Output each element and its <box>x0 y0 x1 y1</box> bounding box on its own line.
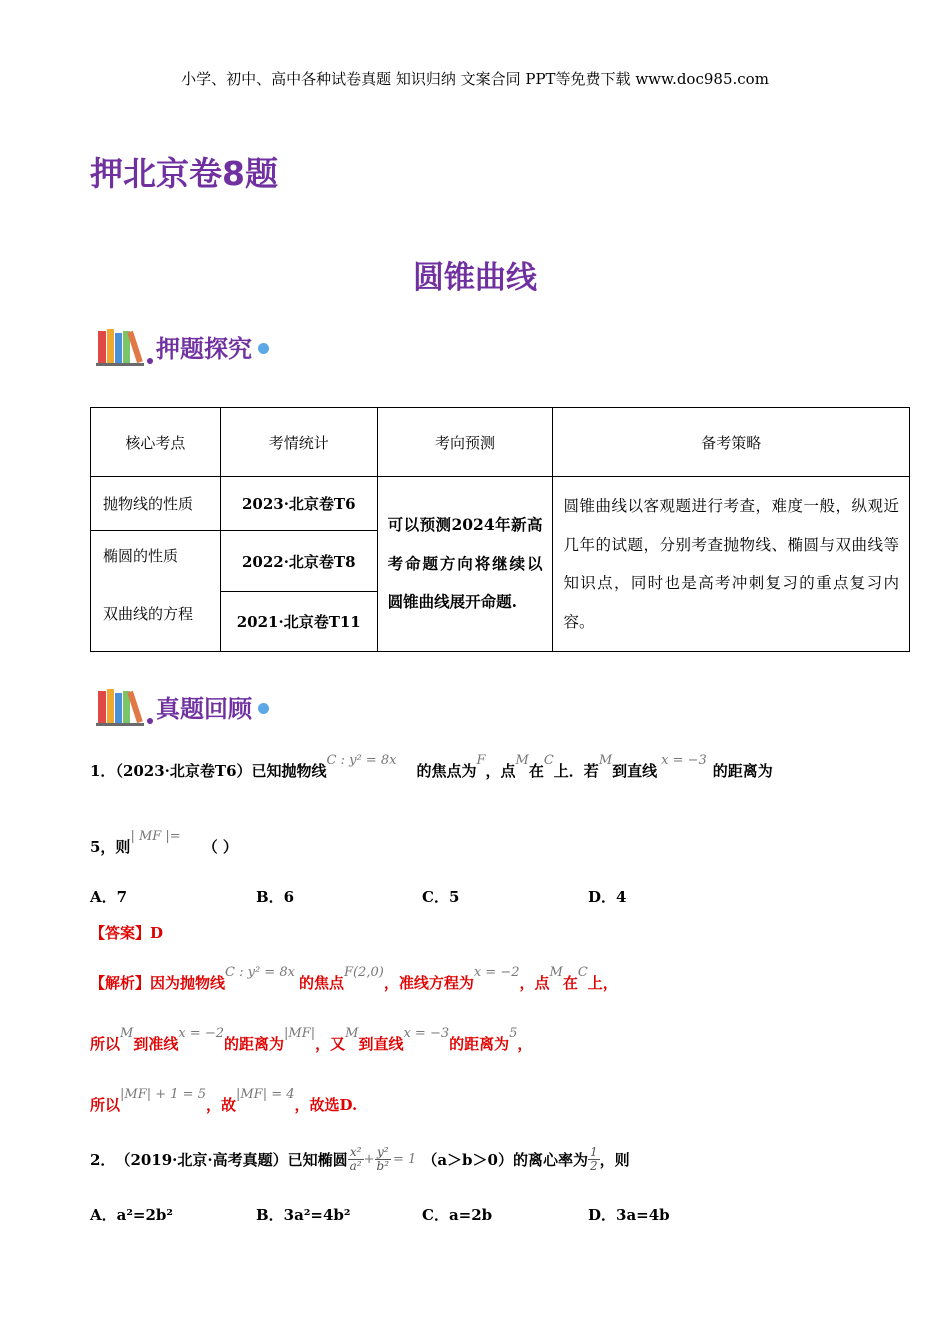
books-icon <box>96 325 154 367</box>
option-d[interactable]: D．4 <box>588 888 627 906</box>
option-b[interactable]: B．6 <box>256 888 295 906</box>
question-text: 到直线 <box>612 762 658 780</box>
math-expression: M <box>515 753 529 768</box>
page-header: 小学、初中、高中各种试卷真题 知识归纳 文案合同 PPT等免费下载 www.doc985.com <box>181 70 769 88</box>
fraction-denominator: 2 <box>590 1159 598 1173</box>
answer-value: D <box>150 924 164 942</box>
analysis-text: ，故选D. <box>294 1096 358 1114</box>
fraction-one-half <box>588 1146 600 1173</box>
analysis-text: ，点 <box>519 974 550 992</box>
analysis-text: ，准线方程为 <box>383 974 474 992</box>
section-review-label: 真题回顾 <box>156 694 252 723</box>
analysis-label: 【解析】 <box>90 974 151 992</box>
math-expression: M <box>120 1026 134 1041</box>
core-point-text: 椭圆的性质 <box>103 547 179 565</box>
option-a[interactable]: A．7 <box>90 888 128 906</box>
analysis-text: 因为抛物线 <box>150 974 226 992</box>
section-exploration-label: 押题探究 <box>156 334 252 363</box>
math-expression: C <box>577 965 588 980</box>
fraction-x-over-a <box>348 1146 364 1173</box>
table-header-row <box>91 408 910 477</box>
fraction-denominator: a² <box>349 1159 362 1173</box>
answer-line <box>90 922 163 943</box>
math-expression: x = −2 <box>473 965 520 980</box>
math-expression: |MF| = 4 <box>235 1087 295 1102</box>
document-title: 押北京卷8题 <box>90 154 278 193</box>
analysis-text: 上， <box>587 974 618 992</box>
analysis-text: 到直线 <box>358 1035 404 1053</box>
table-header-cell: 备考策略 <box>553 408 910 477</box>
fraction-y-over-b <box>375 1146 392 1173</box>
question-source: （2023·北京卷T6） <box>115 762 252 780</box>
question-text: 的焦点为 <box>416 762 477 780</box>
math-expression: F(2,0) <box>343 965 384 980</box>
math-expression: M <box>598 753 613 768</box>
stat-cell: 2021·北京卷T11 <box>220 592 377 652</box>
question-2-line <box>90 1146 630 1173</box>
math-expression: x = −3 <box>661 753 707 768</box>
analysis-text: ，又 <box>315 1035 346 1053</box>
analysis-line-2 <box>90 1026 533 1054</box>
math-expression: |MF| <box>284 1026 316 1041</box>
math-expression: C : y² = 8x <box>225 965 295 980</box>
section-review-heading <box>96 684 269 728</box>
math-expression: x = −3 <box>403 1026 450 1041</box>
question-text: 在 <box>528 762 544 780</box>
question-text: 5，则 <box>90 838 131 856</box>
core-point-cell <box>91 531 221 652</box>
stat-cell: 2023·北京卷T6 <box>220 477 377 531</box>
table-header-cell: 考向预测 <box>377 408 553 477</box>
math-expression: = 1 <box>393 1152 417 1167</box>
math-expression: + <box>363 1152 375 1167</box>
table-header-cell: 核心考点 <box>91 408 221 477</box>
question-text: 已知抛物线 <box>251 762 327 780</box>
math-expression: 5 <box>509 1026 518 1041</box>
answer-label: 【答案】 <box>90 924 151 942</box>
analysis-text: 所以 <box>90 1035 121 1053</box>
math-expression: C : y² = 8x <box>326 753 397 768</box>
question-1-line-2 <box>90 829 238 857</box>
analysis-text: ，故 <box>205 1096 236 1114</box>
stat-cell: 2022·北京卷T8 <box>220 531 377 592</box>
fraction-numerator: 1 <box>590 1145 598 1159</box>
option-d[interactable]: D．3a=4b <box>588 1206 670 1224</box>
question-paren: （ ） <box>202 838 238 856</box>
question-text: ，点 <box>485 762 516 780</box>
question-text: 的离心率为 <box>512 1151 588 1169</box>
table-row <box>91 477 910 531</box>
question-source: （2019·北京·高考真题） <box>115 1151 288 1169</box>
question-number: 1． <box>90 762 116 780</box>
strategy-cell: 圆锥曲线以客观题进行考查，难度一般，纵观近几年的试题，分别考查抛物线、椭圆与双曲线等知识点，同时也是高考冲刺复习的重点复习内容。 <box>553 477 910 652</box>
analysis-line-1 <box>90 965 618 993</box>
fraction-numerator: y² <box>375 1146 392 1160</box>
analysis-text: 到准线 <box>133 1035 179 1053</box>
section-exploration-heading <box>96 324 269 368</box>
topic-title: 圆锥曲线 <box>413 260 537 296</box>
math-expression: M <box>549 965 563 980</box>
exam-analysis-table <box>90 407 910 652</box>
analysis-text: 所以 <box>90 1096 121 1114</box>
core-point-text: 双曲线的方程 <box>103 605 194 623</box>
fraction-denominator: b² <box>376 1159 390 1173</box>
math-expression: C <box>543 753 554 768</box>
question-text: 已知椭圆 <box>287 1151 348 1169</box>
question-text: ，则 <box>599 1151 630 1169</box>
question-text: 的距离为 <box>712 762 773 780</box>
math-expression: |MF| + 1 = 5 <box>120 1087 206 1102</box>
books-icon <box>96 685 154 727</box>
option-c[interactable]: C．a=2b <box>422 1206 493 1224</box>
option-b[interactable]: B．3a²=4b² <box>256 1206 351 1224</box>
section-dot-icon <box>258 703 269 714</box>
math-expression: | MF |= <box>130 829 181 844</box>
analysis-text: ， <box>517 1035 533 1053</box>
question-1-line-1 <box>90 753 773 781</box>
option-c[interactable]: C．5 <box>422 888 460 906</box>
math-expression: F <box>476 753 486 768</box>
math-expression: M <box>345 1026 359 1041</box>
analysis-text: 在 <box>562 974 578 992</box>
table-header-cell: 考情统计 <box>220 408 377 477</box>
question-text: 上．若 <box>553 762 599 780</box>
analysis-text: 的焦点 <box>298 974 344 992</box>
analysis-text: 的距离为 <box>449 1035 510 1053</box>
prediction-cell: 可以预测2024年新高考命题方向将继续以圆锥曲线展开命题. <box>377 477 553 652</box>
math-expression: x = −2 <box>178 1026 224 1041</box>
option-a[interactable]: A．a²=2b² <box>90 1206 173 1224</box>
core-point-cell: 抛物线的性质 <box>91 477 221 531</box>
analysis-line-3 <box>90 1087 358 1115</box>
question-number: 2． <box>90 1151 116 1169</box>
fraction-numerator: x² <box>348 1146 364 1160</box>
analysis-text: 的距离为 <box>224 1035 285 1053</box>
question-condition: （a＞b＞0） <box>422 1151 513 1169</box>
section-dot-icon <box>258 343 269 354</box>
